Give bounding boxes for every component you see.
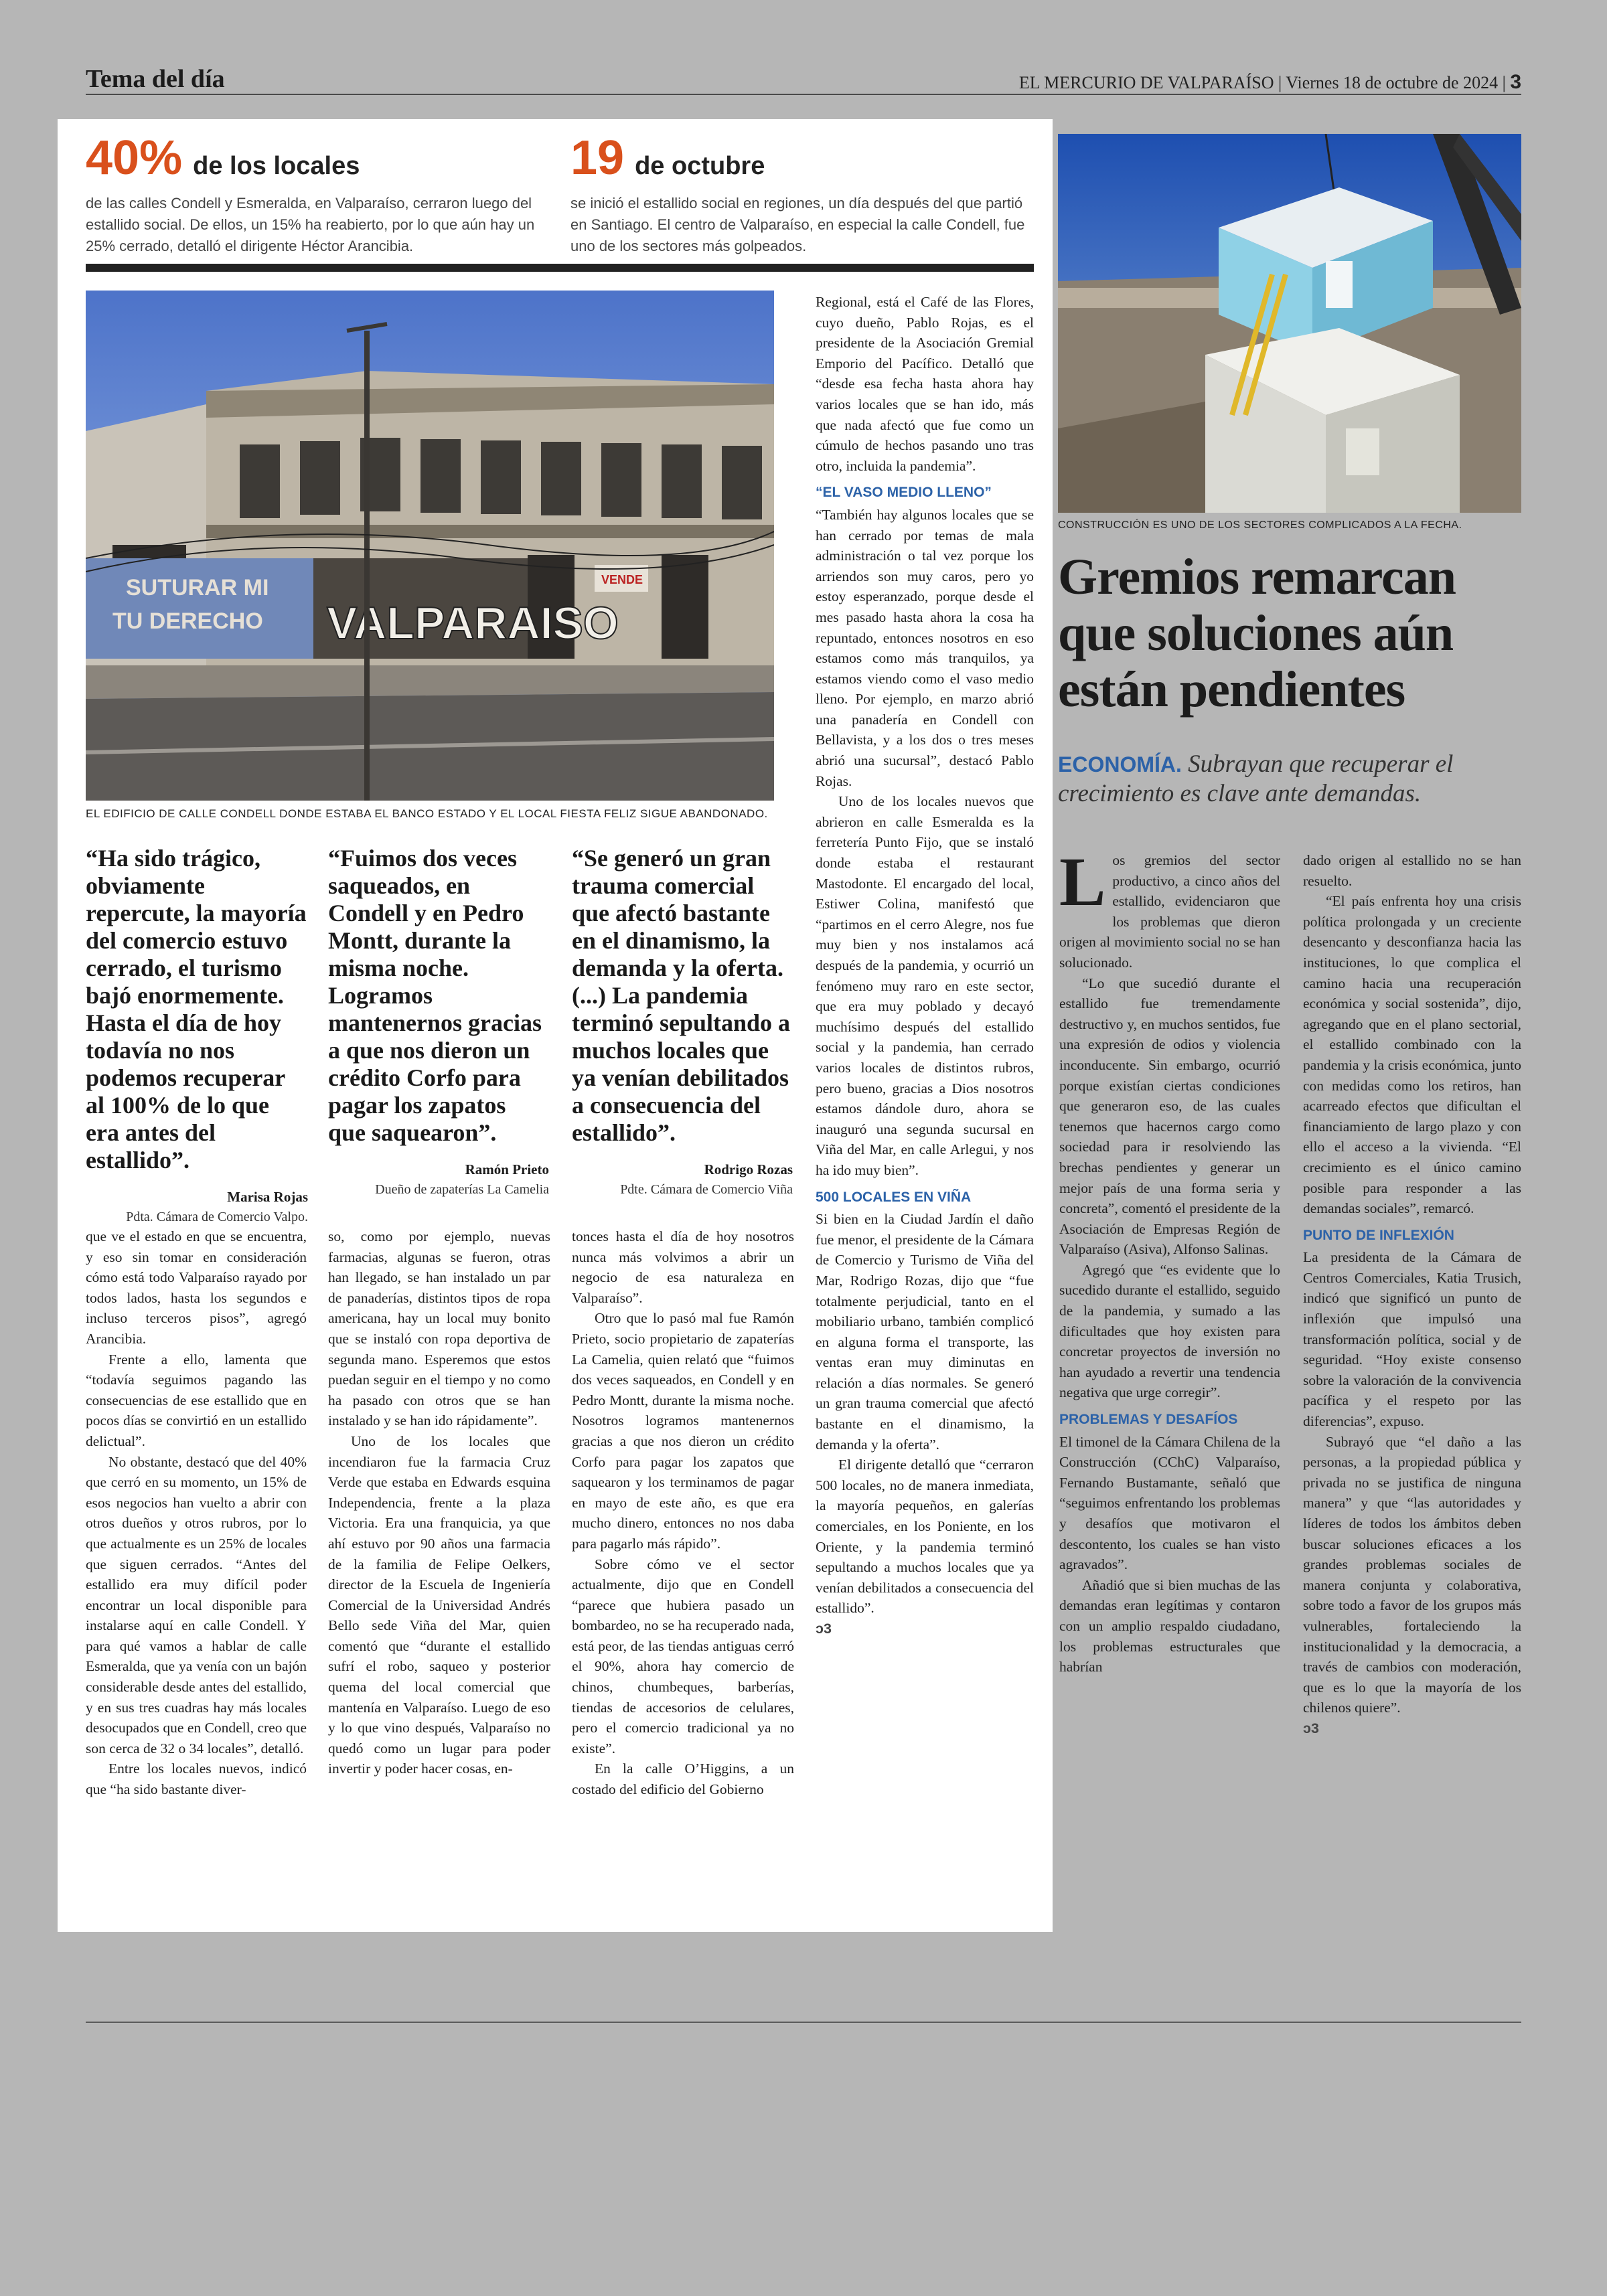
quote-name-1: Marisa Rojas	[227, 1189, 308, 1205]
quote-text-2: “Fuimos dos veces saqueados, en Condell y en Pedro Montt, durante la misma noche. Logramos mantenernos gracias a que nos dieron un crédito Corfo para pagar los zapatos que saquearon”.	[328, 845, 542, 1146]
header-rule	[86, 94, 1521, 95]
paragraph: so, como por ejemplo, nuevas farmacias, algunas se fueron, otras han llegado, se han instalado un par de panaderías, distintos tipos de ropa americana, hay un local muy bonito que se instaló con ropa deportiva de segunda mano. Esperemos que estos puedan seguir en el tiempo y no como ha pasado con otros que se han instalado y se han ido rápidamente”.	[328, 1228, 550, 1429]
subhead-punto-inflexion: PUNTO DE INFLEXIÓN	[1303, 1227, 1454, 1243]
quote-block-2	[328, 845, 549, 1198]
footer-rule	[86, 2022, 1521, 2023]
body-column-6	[1303, 850, 1521, 1739]
paragraph: En la calle O’Higgins, a un costado del edificio del Gobierno	[572, 1760, 794, 1798]
paragraph: Otro que lo pasó mal fue Ramón Prieto, socio propietario de zapaterías La Camelia, quien relató que “fuimos dos veces saqueados, en Condell y en Pedro Montt, durante la misma noche. Nosotros logramos mantenernos gracias a que nos dieron un crédito Corfo para pagar los zapatos que saquearon y los terminamos de pagar en mayo de este año, es que era mucho dinero, entonces no nos daba para pagarlo más rápido”.	[572, 1310, 794, 1552]
deck-text: Subrayan que recuperar el crecimiento es clave ante demandas.	[1058, 750, 1454, 807]
body-column-3	[572, 1226, 794, 1800]
stat-text-1: de las calles Condell y Esmeralda, en Valparaíso, cerraron luego del estallido social. De ellos, un 15% ha reabierto, por lo que aún hay un 25% cerrado, detalló el dirigente Héctor Arancibia.	[86, 195, 535, 254]
paragraph: “El país enfrenta hoy una crisis política prolongada y un creciente desencanto y desconfianza hacia las instituciones, lo que complica el camino hacia una recuperación económica y social sostenida”, dijo, agregando que en el plano sectorial, el estallido combinado con la pandemia y la crisis económica, junto con medidas como los retiros, han acarreado efectos que dificultan el financiamiento de largo plazo y con ello el acceso a la vivienda. “El crecimiento es el único camino posible para responder a las demandas sociales”, remarcó.	[1303, 893, 1521, 1217]
subhead-problemas: PROBLEMAS Y DESAFÍOS	[1059, 1412, 1238, 1428]
quote-text-1: “Ha sido trágico, obviamente repercute, la mayoría del comercio estuvo cerrado, el turismo bajó enormemente. Hasta el día de hoy todavía no nos podemos recuperar al 100% de lo que era antes del estallido”.	[86, 845, 307, 1173]
paragraph: Frente a ello, lamenta que “todavía seguimos pagando las consecuencias de ese estallido que en pocos días se convirtió en un estallido delictual”.	[86, 1351, 307, 1449]
construction-illustration	[1058, 134, 1521, 513]
stat-label-1: de los locales	[193, 152, 360, 180]
photo-main-caption: EL EDIFICIO DE CALLE CONDELL DONDE ESTABA EL BANCO ESTADO Y EL LOCAL FIESTA FELIZ SIGUE ABANDONADO.	[86, 807, 768, 820]
quote-name-3: Rodrigo Rozas	[704, 1161, 793, 1177]
paragraph: Entre los locales nuevos, indicó que “ha sido bastante diver-	[86, 1760, 307, 1798]
graffiti-text-1: VALPARAISO	[327, 598, 619, 649]
body-column-1	[86, 1226, 307, 1800]
paragraph: “También hay algunos locales que se han cerrado por temas de mala administración o tal vez porque los arriendos son muy caros, pero yo estoy esperanzado, porque desde el mes pasado hasta ahora la cosa ha repuntado, entonces nosotros en eso estamos como más tranquilos, ya estamos viendo como el vaso medio lleno. Por ejemplo, en marzo abrió una panadería en Condell con Bellavista, y a los dos o tres meses abrió una sucursal”, destacó Pablo Rojas.	[816, 506, 1034, 789]
masthead	[1019, 71, 1521, 94]
quote-role-2: Dueño de zapaterías La Camelia	[375, 1182, 549, 1197]
lead-text: os gremios del sector productivo, a cinco años del estallido, evidenciaron que los problemas que dieron origen al movimiento social no se han solucionado.	[1059, 852, 1280, 971]
stat-box-1	[86, 131, 561, 257]
paragraph: Regional, está el Café de las Flores, cuyo dueño, Pablo Rojas, es el presidente de la Asociación Gremial Emporio del Pacífico. Detalló que “desde esa fecha hasta ahora hay varios locales que se han ido, más que nada afectó que fue como un cúmulo de hechos pasando uno tras otro, incluida la pandemia”.	[816, 294, 1034, 474]
paragraph: El dirigente detalló que “cerraron 500 locales, no de manera inmediata, la mayoría pequeños, en galerías comerciales, en los Poniente, en los Oriente, y la pandemia terminó sepultando a muchos locales que ya venían debilitados a consecuencia del estallido”.	[816, 1457, 1034, 1617]
stat-label-2: de octubre	[635, 152, 765, 180]
subhead-vaso-medio-lleno: “EL VASO MEDIO LLENO”	[816, 485, 992, 501]
paragraph: tonces hasta el día de hoy nosotros nunca más volvimos a abrir un negocio de esa naturaleza en Valparaíso”.	[572, 1228, 794, 1306]
page-number: 3	[1510, 71, 1521, 93]
paragraph: Subrayó que “el daño a las personas, a la propiedad pública y privada no se justifica de ninguna manera” y que “las autoridades y líderes de todos los ámbitos deben buscar soluciones eficaces a los grandes problemas sociales de manera conjunta y colaborativa, sobre todo a favor de los grupos más vulnerables, fortaleciendo la institucionalidad y la democracia, a través de cambios con moderación, que es lo que la mayoría de los chilenos quiere”.	[1303, 1433, 1521, 1716]
quote-block-3	[572, 845, 793, 1198]
subhead-500-locales: 500 LOCALES EN VIÑA	[816, 1189, 972, 1205]
deck	[1058, 750, 1521, 809]
stat-figure-2: 19	[570, 131, 625, 185]
paragraph: que ve el estado en que se encuentra, y eso sin tomar en consideración cómo está todo Valparaíso rayado por todos lados, hasta los segundos e incluso terceros pisos”, agregó Arancibia.	[86, 1228, 307, 1347]
paragraph: La presidenta de la Cámara de Centros Comerciales, Katia Trusich, indicó que significó un punto de inflexión que impulsó una transformación política, social y de seguridad. “Hoy existe consenso sobre la valoración de la convivencia pacífica y el respeto por las diferencias”, expuso.	[1303, 1249, 1521, 1430]
stat-box-2	[570, 131, 1039, 257]
paragraph: No obstante, destacó que del 40% que cerró en su momento, un 15% de esos negocios han vuelto a abrir con otros dueños y otros rubros, por lo que actualmente es un 25% de locales que siguen cerrados. “Antes del estallido era muy difícil poder encontrar un local disponible para instalarse aquí en calle Condell. Y para qué vamos a hablar de calle Esmeralda, que ya venía con un bajón considerable desde antes del estallido, y en sus tres cuadras hay más locales desocupados que en Condell, creo que son cerca de 32 o 34 locales”, detalló.	[86, 1453, 307, 1756]
headline: Gremios remarcan que soluciones aún están pendientes	[1058, 549, 1456, 718]
paragraph: El timonel de la Cámara Chilena de la Construcción (CChC) Valparaíso, Fernando Bustamante, señaló que “seguimos enfrentando los problemas y desafíos que motivaron el descontento, los cuales se han visto agravados”.	[1059, 1433, 1280, 1573]
paragraph: Si bien en la Ciudad Jardín el daño fue menor, el presidente de la Cámara de Comercio y Turismo de Viña del Mar, Rodrigo Rozas, dijo que “fue totalmente perjudicial, tanto en el mobiliario urbano, también complicó en alguna forma el transporte, las ventas eran muy diminutas en relación a días normales. Se generó un gran trauma comercial que afectó bastante en el dinamismo, la demanda y la oferta”.	[816, 1211, 1034, 1453]
section-label: Tema del día	[86, 65, 225, 93]
building-illustration	[86, 291, 774, 801]
paragraph: Añadió que si bien muchas de las demandas eran legítimas y contaron con un amplio respaldo ciudadano, los problemas estructurales que habrían	[1059, 1576, 1280, 1675]
end-mark: ↄ3	[816, 1621, 832, 1637]
quote-name-2: Ramón Prieto	[465, 1161, 549, 1177]
paragraph: Agregó que “es evidente que lo sucedido durante el estallido, seguido de la pandemia, y sumado a las dificultades que hoy existen para concretar proyectos de inversión no han ayudado a revertir una tendencia negativa que urge corregir”.	[1059, 1261, 1280, 1401]
photo-construction	[1058, 134, 1521, 513]
paragraph: Sobre cómo ve el sector actualmente, dijo que en Condell “parece que hubiera pasado un bombardeo, no se ha recuperado nada, está peor, de las tiendas antiguas cerró el 90%, ahora hay comercio de chinos, chumbeques, barberías, tiendas de accesorios de celulares, pero el comercio tradicional ya no existe”.	[572, 1556, 794, 1756]
quote-block-1	[86, 845, 308, 1225]
quote-role-1: Pdta. Cámara de Comercio Valpo.	[126, 1210, 308, 1224]
paragraph: Uno de los locales que incendiaron fue la farmacia Cruz Verde que estaba en Edwards esquina Independencia, frente a la plaza Victoria. Era una franquicia, ya que ahí estuvo por 90 años una farmacia de la familia de Felipe Oelkers, director de la Escuela de Ingeniería Comercial de la Universidad Andrés Bello sede Viña del Mar, quien comentó que “durante el estallido sufrí el robo, saqueo y posterior quema del local comercial que mantenía en Valparaíso. Luego de eso y lo que vino después, Valparaíso no quedó como un lugar para poder invertir y poder hacer cosas, en-	[328, 1432, 550, 1777]
body-column-2	[328, 1226, 550, 1779]
stat-text-2: se inició el estallido social en regiones, un día después del que partió en Santiago. El centro de Valparaíso, en especial la calle Condell, fue uno de los sectores más golpeados.	[570, 195, 1025, 254]
stat-figure-1: 40%	[86, 131, 183, 185]
end-mark: ↄ3	[1303, 1720, 1319, 1736]
paragraph: Uno de los locales nuevos que abrieron en calle Esmeralda es la ferretería Punto Fijo, que se instaló donde estaba el restaurant Mastodonte. El encargado del local, Estiwer Colina, manifestó que “partimos en el cerro Alegre, nos fue muy bien y nos instalamos acá después de la pandemia, y ocurrió un fenómeno muy raro en este sector, que era muy poblado y decayó muchísimo después del estallido social y la pandemia, han cerrado varios locales de distintos rubros, pero bueno, gracias a Dios nosotros estamos dándole duro, ahora se inauguró una segunda sucursal en Viña del Mar, en calle Arlegui, y nos ha ido muy bien”.	[816, 793, 1034, 1178]
paragraph: dado origen al estallido no se han resuelto.	[1303, 852, 1521, 889]
quote-text-3: “Se generó un gran trauma comercial que afectó bastante en el dinamismo, la demanda y la oferta. (...) La pandemia terminó sepultando a muchos locales que ya venían debilitados a consecuencia del estallido”.	[572, 845, 791, 1146]
stat-divider	[86, 264, 1034, 272]
masthead-text: EL MERCURIO DE VALPARAÍSO | Viernes 18 de octubre de 2024 |	[1018, 73, 1506, 92]
quote-role-3: Pdte. Cámara de Comercio Viña	[620, 1182, 793, 1197]
drop-cap: L	[1059, 843, 1106, 920]
deck-kicker: ECONOMÍA.	[1058, 752, 1182, 776]
body-column-5	[1059, 843, 1280, 1677]
body-column-4	[816, 292, 1034, 1639]
paragraph: “Lo que sucedió durante el estallido fue tremendamente destructivo y, en muchos sentidos, fue una expresión de odios y violencia inconducente. Sin embargo, ocurrió porque existían ciertas condiciones que generaron eso, de las cuales tenemos que hacernos cargo como sociedad para ir resolviendo las brechas pendientes y generar un mejor país de una forma seria y concreta”, comentó el presidente de la Asociación de Empresas Región de Valparaíso (Asiva), Alfonso Salinas.	[1059, 975, 1280, 1258]
graffiti-text-3: TU DERECHO	[112, 608, 263, 634]
graffiti-text-4: VENDE	[601, 573, 643, 586]
photo-right-caption: CONSTRUCCIÓN ES UNO DE LOS SECTORES COMPLICADOS A LA FECHA.	[1058, 519, 1462, 531]
lead-paragraph	[1059, 843, 1280, 973]
photo-condell-building	[86, 291, 774, 801]
graffiti-text-2: SUTURAR MI	[126, 575, 269, 600]
